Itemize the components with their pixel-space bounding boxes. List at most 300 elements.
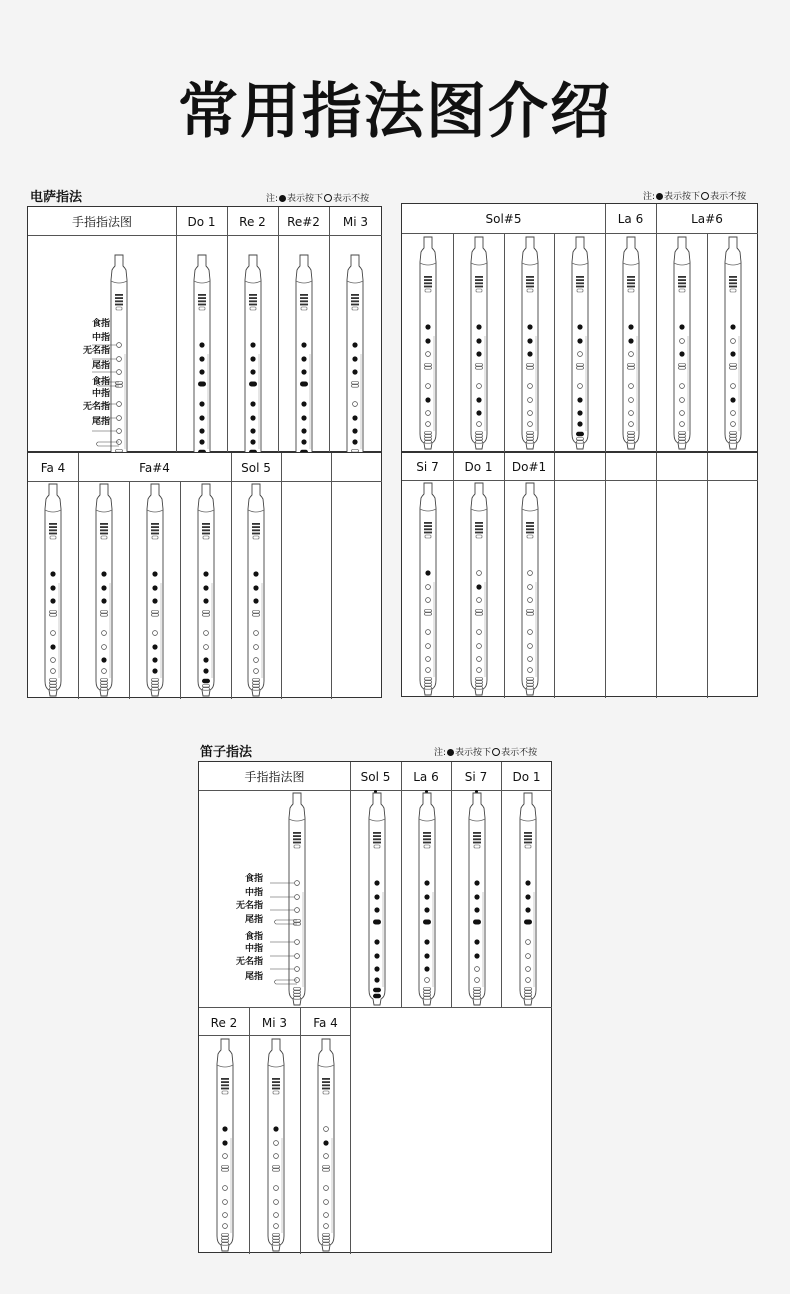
fingering-instrument xyxy=(618,236,644,455)
speaker-grille-icon xyxy=(293,832,301,834)
flute-chart xyxy=(198,761,552,1253)
pressed-hole xyxy=(476,397,481,402)
fingering-instrument xyxy=(189,254,215,473)
open-hole xyxy=(528,630,533,635)
pressed-hole xyxy=(679,351,684,356)
open-oval-hole xyxy=(525,994,532,997)
pressed-hole xyxy=(301,428,306,433)
speaker-grille-icon xyxy=(627,279,635,281)
note-header: Re 2 xyxy=(239,215,266,229)
pressed-hole xyxy=(301,415,306,420)
open-oval-hole xyxy=(273,1237,280,1240)
pressed-oval-hole xyxy=(373,988,381,992)
finger-label: 中指 xyxy=(244,944,263,954)
finger-label: 尾指 xyxy=(91,417,110,427)
speaker-grille-icon xyxy=(293,835,301,837)
open-oval-hole xyxy=(474,994,481,997)
instrument-icon xyxy=(342,254,368,469)
fingering-instrument xyxy=(212,1038,238,1257)
speaker-grille-icon xyxy=(202,526,210,528)
speaker-grille-icon xyxy=(272,1081,280,1083)
open-oval-hole xyxy=(527,610,534,613)
open-oval-hole xyxy=(323,1243,330,1246)
fingering-instrument xyxy=(415,236,441,455)
electric-chart-row1 xyxy=(27,206,382,452)
speaker-grille-icon xyxy=(729,286,737,288)
speaker-grille-icon xyxy=(351,304,359,306)
open-hole xyxy=(254,631,259,636)
instrument-icon xyxy=(212,1038,238,1253)
open-hole xyxy=(528,585,533,590)
speaker-grille-icon xyxy=(300,294,308,296)
instrument-icon xyxy=(567,236,593,451)
note-header: Do 1 xyxy=(464,460,493,474)
open-oval-hole xyxy=(273,1234,280,1237)
open-oval-hole xyxy=(352,382,359,385)
pressed-hole xyxy=(577,410,582,415)
pressed-oval-hole xyxy=(198,382,206,387)
open-hole xyxy=(680,411,685,416)
open-hole xyxy=(295,954,300,959)
open-oval-hole xyxy=(527,681,534,684)
pressed-hole xyxy=(628,324,633,329)
note-header: Mi 3 xyxy=(342,215,369,229)
open-hole xyxy=(526,940,531,945)
pressed-hole xyxy=(199,415,204,420)
pressed-hole xyxy=(222,1126,227,1131)
open-oval-hole xyxy=(425,678,432,681)
open-hole xyxy=(425,978,430,983)
fingering-instrument xyxy=(284,792,310,1011)
open-oval-hole xyxy=(474,991,481,994)
pressed-hole xyxy=(730,351,735,356)
open-hole xyxy=(117,343,122,348)
open-hole xyxy=(731,384,736,389)
open-hole xyxy=(477,644,482,649)
open-hole xyxy=(477,657,482,662)
open-oval-hole xyxy=(101,682,108,685)
open-oval-hole xyxy=(577,441,584,444)
pressed-hole xyxy=(101,598,106,603)
open-hole xyxy=(117,402,122,407)
note-header: Do#1 xyxy=(511,460,547,474)
open-oval-hole xyxy=(294,997,301,1000)
open-oval-hole xyxy=(294,991,301,994)
note-header: Sol#5 xyxy=(485,212,522,226)
speaker-grille-icon xyxy=(475,276,483,278)
open-hole xyxy=(274,1141,279,1146)
pressed-hole xyxy=(50,598,55,603)
pressed-hole xyxy=(250,439,255,444)
speaker-grille-icon xyxy=(272,1088,280,1090)
fingering-instrument xyxy=(720,236,746,455)
pressed-oval-hole xyxy=(524,920,532,925)
speaker-grille-icon xyxy=(115,294,123,296)
open-hole xyxy=(51,658,56,663)
pressed-hole xyxy=(577,324,582,329)
open-hole xyxy=(731,339,736,344)
open-oval-hole xyxy=(476,438,483,441)
speaker-grille-icon xyxy=(373,835,381,837)
open-hole xyxy=(274,1154,279,1159)
speaker-grille-icon xyxy=(49,526,57,528)
instrument-icon xyxy=(517,482,543,697)
pressed-hole xyxy=(577,397,582,402)
open-oval-hole xyxy=(152,611,159,614)
pressed-hole xyxy=(374,966,379,971)
speaker-grille-icon xyxy=(424,532,432,534)
open-hole xyxy=(528,668,533,673)
legend-pressed: 表示按下 xyxy=(287,194,324,204)
open-oval-hole xyxy=(527,364,534,367)
open-oval-hole xyxy=(730,441,737,444)
speaker-grille-icon xyxy=(373,838,381,840)
speaker-grille-icon xyxy=(475,286,483,288)
open-oval-hole xyxy=(50,614,57,617)
open-hole xyxy=(528,384,533,389)
fingering-instrument xyxy=(364,792,390,1011)
pressed-hole xyxy=(425,324,430,329)
open-oval-hole xyxy=(527,441,534,444)
pressed-hole xyxy=(301,439,306,444)
diagram-header: 手指指法图 xyxy=(71,215,132,229)
pressed-hole xyxy=(152,571,157,576)
pressed-hole xyxy=(203,598,208,603)
finger-label: 尾指 xyxy=(91,361,110,371)
open-oval-hole xyxy=(476,610,483,613)
speaker-grille-icon xyxy=(221,1088,229,1090)
speaker-grille-icon xyxy=(526,532,534,534)
pressed-hole xyxy=(250,369,255,374)
finger-label: 尾指 xyxy=(244,972,263,982)
pressed-hole xyxy=(203,571,208,576)
open-oval-hole xyxy=(253,611,260,614)
speaker-grille-icon xyxy=(475,528,483,530)
pressed-hole xyxy=(577,421,582,426)
note-header: Sol 5 xyxy=(241,461,271,475)
open-hole xyxy=(117,416,122,421)
open-hole xyxy=(254,669,259,674)
speaker-grille-icon xyxy=(198,300,206,302)
speaker-grille-icon xyxy=(423,832,431,834)
legend-prefix: 注: xyxy=(266,194,279,204)
fingering-instrument xyxy=(342,254,368,473)
pressed-hole xyxy=(301,356,306,361)
speaker-grille-icon xyxy=(198,294,206,296)
speaker-grille-icon xyxy=(423,838,431,840)
open-hole xyxy=(680,384,685,389)
speaker-grille-icon xyxy=(424,525,432,527)
open-hole xyxy=(426,384,431,389)
instrument-icon xyxy=(364,792,390,1007)
open-oval-hole xyxy=(253,688,260,691)
open-oval-hole xyxy=(577,364,584,367)
pressed-hole xyxy=(152,657,157,662)
open-oval-hole xyxy=(425,364,432,367)
open-hole xyxy=(51,669,56,674)
open-hole xyxy=(528,422,533,427)
open-hole xyxy=(324,1186,329,1191)
open-oval-hole xyxy=(323,1166,330,1169)
open-oval-hole xyxy=(476,684,483,687)
pressed-hole xyxy=(525,894,530,899)
pressed-hole xyxy=(374,907,379,912)
open-hole xyxy=(274,1213,279,1218)
pressed-hole xyxy=(352,428,357,433)
note-header: La#6 xyxy=(691,212,723,226)
instrument-icon xyxy=(415,236,441,451)
pressed-hole xyxy=(474,939,479,944)
open-hole xyxy=(629,384,634,389)
pressed-dot-icon xyxy=(279,195,286,202)
open-hole xyxy=(528,398,533,403)
fingering-instrument xyxy=(466,482,492,701)
open-oval-hole xyxy=(527,684,534,687)
open-oval-hole xyxy=(527,432,534,435)
speaker-grille-icon xyxy=(300,304,308,306)
speaker-grille-icon xyxy=(678,276,686,278)
speaker-grille-icon xyxy=(49,529,57,531)
open-hole xyxy=(426,598,431,603)
speaker-grille-icon xyxy=(373,842,381,844)
fingering-instrument xyxy=(142,483,168,702)
open-hole xyxy=(204,631,209,636)
speaker-grille-icon xyxy=(729,279,737,281)
legend-open: 表示不按 xyxy=(501,748,538,758)
open-hole xyxy=(153,631,158,636)
open-oval-hole xyxy=(424,988,431,991)
open-hole xyxy=(324,1224,329,1229)
pressed-hole xyxy=(374,953,379,958)
pressed-hole xyxy=(50,644,55,649)
open-hole xyxy=(223,1224,228,1229)
open-oval-hole xyxy=(527,435,534,438)
open-oval-hole xyxy=(152,688,159,691)
open-oval-hole xyxy=(527,687,534,690)
open-oval-hole xyxy=(730,364,737,367)
instrument-icon xyxy=(720,236,746,451)
open-hole xyxy=(629,398,634,403)
speaker-grille-icon xyxy=(202,533,210,535)
pressed-hole xyxy=(199,356,204,361)
pressed-hole xyxy=(352,369,357,374)
instrument-icon xyxy=(313,1038,339,1253)
open-oval-hole xyxy=(101,679,108,682)
pressed-dot-icon xyxy=(447,749,454,756)
pressed-oval-hole xyxy=(423,920,431,925)
open-hole xyxy=(324,1154,329,1159)
fingering-instrument xyxy=(193,483,219,702)
speaker-grille-icon xyxy=(729,276,737,278)
instrument-icon xyxy=(243,483,269,698)
speaker-grille-icon xyxy=(627,282,635,284)
open-hole xyxy=(426,644,431,649)
open-hole xyxy=(578,384,583,389)
speaker-grille-icon xyxy=(576,279,584,281)
open-oval-hole xyxy=(424,994,431,997)
speaker-grille-icon xyxy=(221,1081,229,1083)
speaker-grille-icon xyxy=(300,300,308,302)
note-header: Mi 3 xyxy=(261,1016,288,1030)
note-header: Fa 4 xyxy=(313,1016,338,1030)
speaker-grille-icon xyxy=(221,1078,229,1080)
legend-prefix: 注: xyxy=(643,192,656,202)
open-oval-hole xyxy=(730,438,737,441)
open-hole xyxy=(223,1213,228,1218)
speaker-grille-icon xyxy=(249,297,257,299)
speaker-grille-icon xyxy=(252,523,260,525)
open-oval-hole xyxy=(152,679,159,682)
speaker-grille-icon xyxy=(322,1084,330,1086)
finger-label: 食指 xyxy=(244,874,263,884)
open-oval-hole xyxy=(273,1243,280,1246)
open-oval-hole xyxy=(222,1237,229,1240)
fingering-instrument xyxy=(466,236,492,455)
fingering-instrument xyxy=(243,483,269,702)
open-oval-hole xyxy=(425,435,432,438)
speaker-grille-icon xyxy=(475,532,483,534)
pressed-hole xyxy=(222,1140,227,1145)
pressed-hole xyxy=(352,415,357,420)
open-hole xyxy=(274,1224,279,1229)
instrument-icon xyxy=(414,792,440,1007)
open-hole xyxy=(526,954,531,959)
open-oval-hole xyxy=(323,1240,330,1243)
open-oval-hole xyxy=(222,1169,229,1172)
electric-chart-row4 xyxy=(401,452,758,697)
speaker-grille-icon xyxy=(526,528,534,530)
fingering-instrument xyxy=(91,483,117,702)
speaker-grille-icon xyxy=(526,276,534,278)
open-hole xyxy=(295,895,300,900)
pressed-hole xyxy=(199,428,204,433)
open-oval-hole xyxy=(203,688,210,691)
legend-pressed: 表示按下 xyxy=(664,192,701,202)
open-oval-hole xyxy=(425,610,432,613)
legend xyxy=(266,191,369,204)
open-hole xyxy=(204,645,209,650)
pressed-dot-icon xyxy=(656,193,663,200)
open-hole xyxy=(477,598,482,603)
pressed-oval-hole xyxy=(202,679,210,683)
pressed-hole xyxy=(424,939,429,944)
open-oval-hole xyxy=(476,435,483,438)
speaker-grille-icon xyxy=(100,529,108,531)
pressed-hole xyxy=(424,894,429,899)
instrument-icon xyxy=(466,482,492,697)
pressed-oval-hole xyxy=(373,920,381,925)
open-oval-hole xyxy=(152,682,159,685)
speaker-grille-icon xyxy=(252,526,260,528)
fingering-instrument xyxy=(515,792,541,1011)
note-label: La 6 xyxy=(413,764,439,790)
pressed-hole xyxy=(203,585,208,590)
open-oval-hole xyxy=(525,997,532,1000)
finger-label: 食指 xyxy=(244,932,263,942)
pressed-hole xyxy=(253,598,258,603)
open-hole xyxy=(324,1213,329,1218)
open-oval-hole xyxy=(476,364,483,367)
open-hole xyxy=(223,1200,228,1205)
open-oval-hole xyxy=(152,685,159,688)
pressed-hole xyxy=(527,338,532,343)
legend xyxy=(643,189,746,202)
open-oval-hole xyxy=(577,367,584,370)
electric-chart-row2 xyxy=(27,452,382,698)
legend-open: 表示不按 xyxy=(333,194,370,204)
pressed-hole xyxy=(253,585,258,590)
note-header: La 6 xyxy=(617,212,644,226)
pressed-hole xyxy=(474,894,479,899)
open-oval-hole xyxy=(203,614,210,617)
speaker-grille-icon xyxy=(198,304,206,306)
open-oval-hole xyxy=(730,367,737,370)
open-hole xyxy=(526,978,531,983)
instrument-icon xyxy=(193,483,219,698)
open-hole xyxy=(477,668,482,673)
open-oval-hole xyxy=(476,367,483,370)
pressed-hole xyxy=(101,571,106,576)
speaker-grille-icon xyxy=(524,832,532,834)
note-header: Fa 4 xyxy=(40,461,66,475)
open-oval-hole xyxy=(474,988,481,991)
open-hole xyxy=(102,645,107,650)
open-oval-hole xyxy=(476,681,483,684)
note-header xyxy=(350,764,401,790)
pressed-hole xyxy=(476,410,481,415)
pressed-hole xyxy=(352,439,357,444)
speaker-grille-icon xyxy=(424,279,432,281)
open-hole xyxy=(680,398,685,403)
speaker-grille-icon xyxy=(424,528,432,530)
pressed-hole xyxy=(679,324,684,329)
note-header: Fa#4 xyxy=(139,461,170,475)
note-header: Re#2 xyxy=(287,215,320,229)
open-oval-hole xyxy=(50,688,57,691)
open-hole xyxy=(526,967,531,972)
legend-open: 表示不按 xyxy=(710,192,747,202)
pressed-hole xyxy=(152,585,157,590)
pressed-hole xyxy=(352,356,357,361)
speaker-grille-icon xyxy=(293,838,301,840)
open-oval-hole xyxy=(222,1166,229,1169)
instrument-icon xyxy=(91,483,117,698)
open-oval-hole xyxy=(425,441,432,444)
finger-label: 中指 xyxy=(244,888,263,898)
open-hole xyxy=(274,1186,279,1191)
open-hole xyxy=(475,967,480,972)
open-hole xyxy=(477,571,482,576)
open-hole xyxy=(475,978,480,983)
flute-section-title: 笛子指法 xyxy=(200,745,253,760)
open-oval-hole xyxy=(323,1234,330,1237)
speaker-grille-icon xyxy=(424,276,432,278)
note-header: Re 2 xyxy=(210,1016,238,1030)
speaker-grille-icon xyxy=(351,300,359,302)
pressed-hole xyxy=(424,966,429,971)
pressed-hole xyxy=(374,880,379,885)
open-hole xyxy=(528,571,533,576)
open-hole xyxy=(731,422,736,427)
speaker-grille-icon xyxy=(221,1084,229,1086)
pressed-hole xyxy=(476,338,481,343)
open-hole xyxy=(295,940,300,945)
speaker-grille-icon xyxy=(252,529,260,531)
open-oval-hole xyxy=(476,432,483,435)
open-oval-hole xyxy=(679,441,686,444)
pressed-hole xyxy=(301,369,306,374)
instrument-icon xyxy=(189,254,215,469)
